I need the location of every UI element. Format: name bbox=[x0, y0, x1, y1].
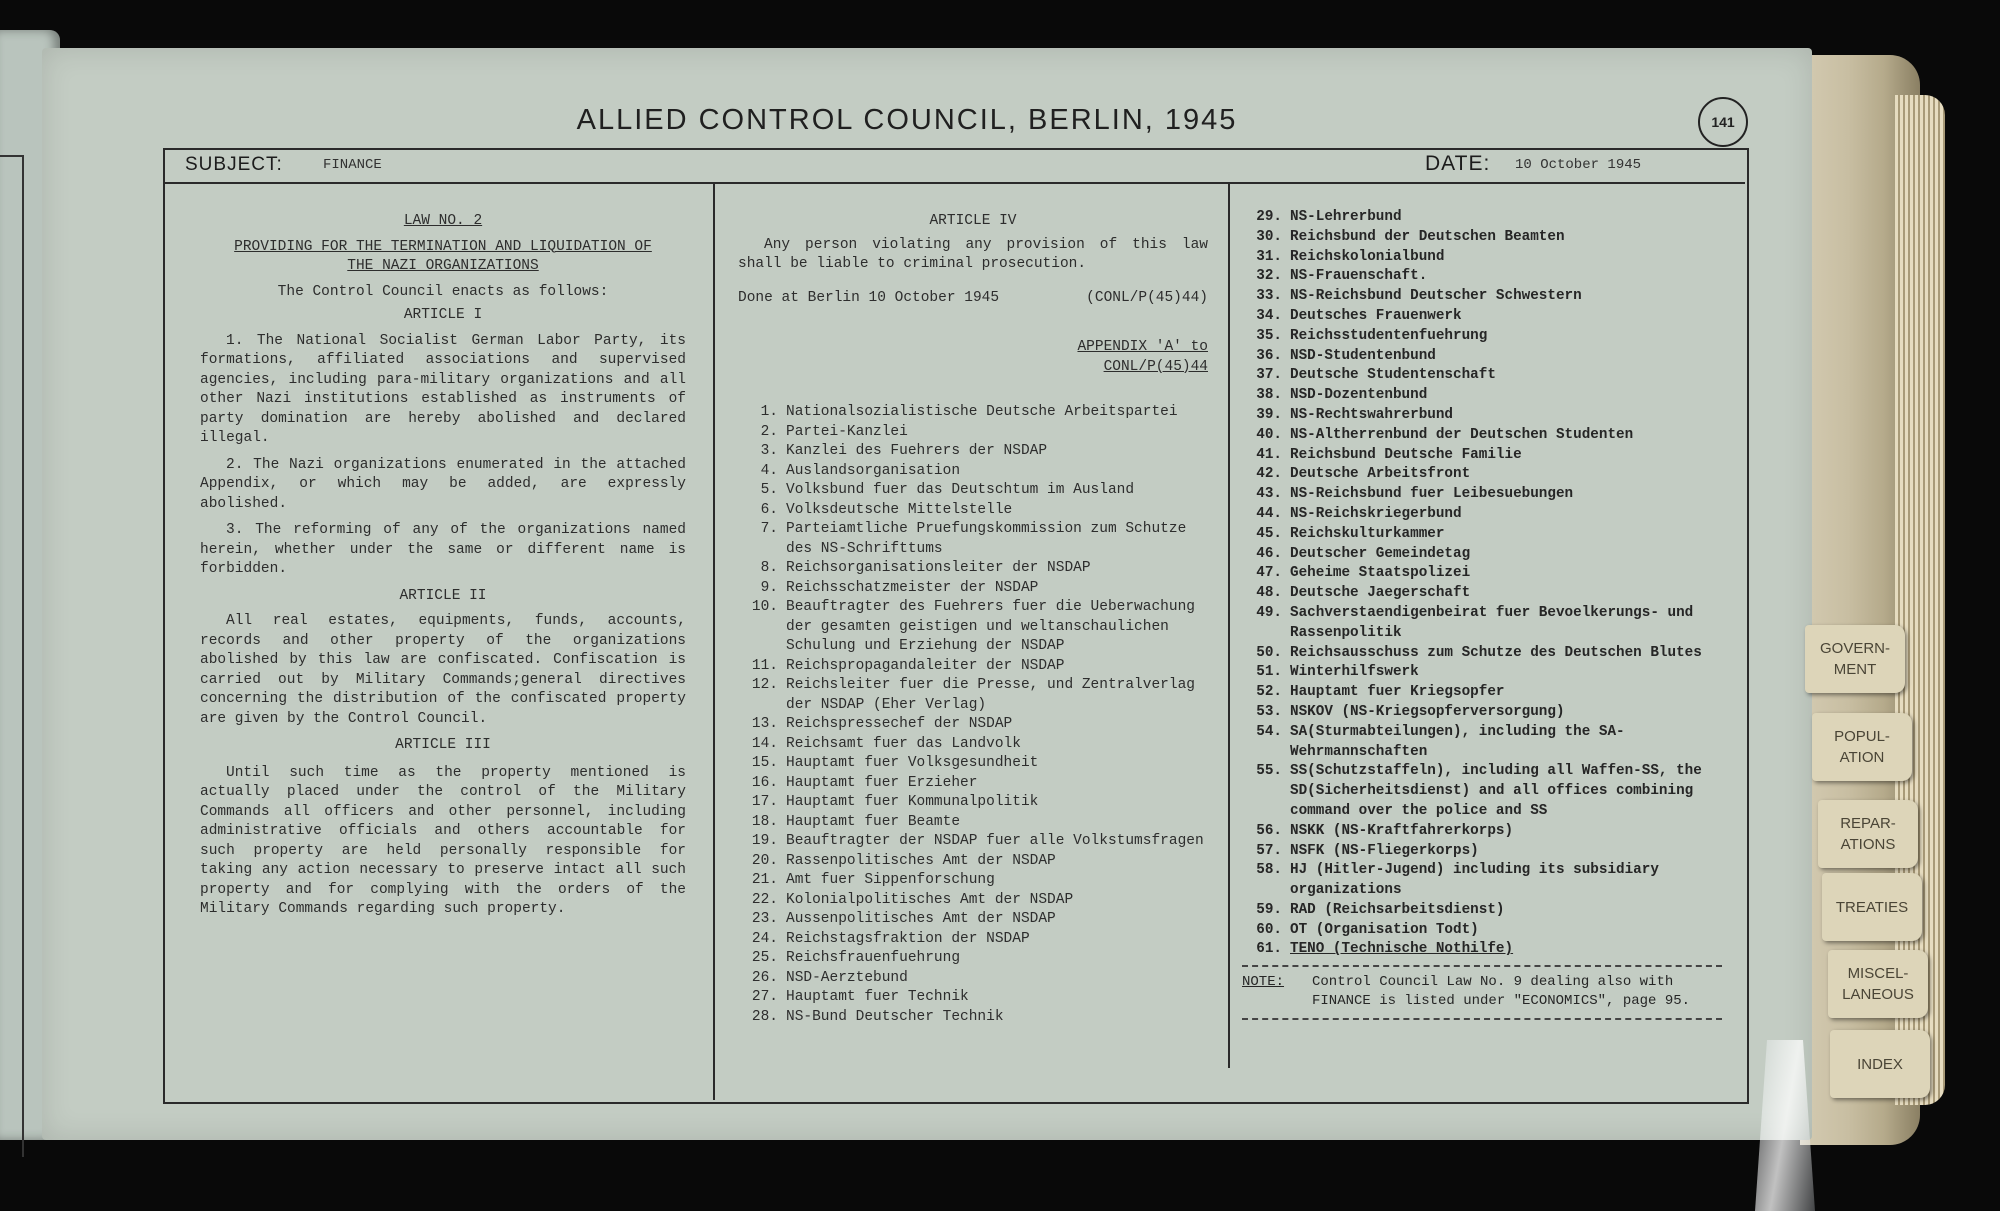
list-item: 50. Reichsausschuss zum Schutze des Deutschen Blutes bbox=[1256, 644, 1702, 661]
list-item: 59. RAD (Reichsarbeitsdienst) bbox=[1256, 901, 1505, 918]
list-item: 60. OT (Organisation Todt) bbox=[1256, 921, 1479, 938]
page-title: ALLIED CONTROL COUNCIL, BERLIN, 1945 bbox=[576, 104, 1238, 136]
list-item: 42. Deutsche Arbeitsfront bbox=[1256, 466, 1471, 483]
list-item: 16. Hauptamt fuer Erzieher bbox=[751, 774, 978, 791]
list-item: 46. Deutscher Gemeindetag bbox=[1256, 545, 1471, 562]
list-item: 45. Reichskulturkammer bbox=[1256, 525, 1445, 542]
law-title-line-2: THE NAZI ORGANIZATIONS bbox=[347, 258, 539, 274]
list-item: 27. Hauptamt fuer Technik bbox=[751, 989, 969, 1005]
list-item: 36. NSD-Studentenbund bbox=[1256, 347, 1436, 364]
done-at-text: Done at Berlin 10 October 1945 bbox=[738, 289, 1000, 306]
page-number-badge: 141 bbox=[1698, 97, 1748, 147]
list-item: 28. NS-Bund Deutscher Technik bbox=[751, 1008, 1004, 1025]
list-item: 51. Winterhilfswerk bbox=[1256, 664, 1419, 681]
list-item: 17. Hauptamt fuer Kommunalpolitik bbox=[751, 794, 1039, 810]
appendix-heading-line-1: APPENDIX 'A' to bbox=[1077, 339, 1208, 355]
appendix-heading bbox=[738, 338, 1208, 377]
list-item: 14. Reichsamt fuer das Landvolk bbox=[751, 735, 1021, 752]
cross-reference-note bbox=[1242, 973, 1722, 1011]
column-divider-2 bbox=[1228, 182, 1230, 1068]
list-item: 11. Reichspropagandaleiter der NSDAP bbox=[751, 657, 1065, 674]
dashed-separator-bottom bbox=[1242, 1017, 1722, 1020]
article-3-heading: ARTICLE III bbox=[395, 737, 491, 753]
list-item: 49. Sachverstaendigenbeirat fuer Bevoelkerungs- und Rassenpolitik bbox=[1256, 604, 1694, 641]
list-item: 37. Deutsche Studentenschaft bbox=[1256, 367, 1496, 384]
article-3-paragraph: Until such time as the property mentioned is actually placed under the control of the Military Commands all officers and other personnel, including administrative officials and others accountable for such property are held personally responsible for taking any action necessary to preserve intact all such property and for complying with the orders of the Military Commands regarding such property. bbox=[200, 764, 686, 917]
list-item: 8. Reichsorganisationsleiter der NSDAP bbox=[760, 560, 1091, 576]
list-item: 29. NS-Lehrerbund bbox=[1256, 209, 1402, 225]
column-law-text bbox=[200, 212, 686, 927]
list-item: 24. Reichstagsfraktion der NSDAP bbox=[751, 930, 1030, 947]
list-item: 20. Rassenpolitisches Amt der NSDAP bbox=[751, 852, 1056, 869]
list-item: 21. Amt fuer Sippenforschung bbox=[751, 872, 995, 888]
list-item: 3. Kanzlei des Fuehrers der NSDAP bbox=[760, 443, 1048, 459]
law-intro: The Control Council enacts as follows: bbox=[277, 283, 609, 300]
tab-miscellaneous[interactable]: MISCEL- LANEOUS bbox=[1828, 950, 1928, 1018]
list-item: 18. Hauptamt fuer Beamte bbox=[751, 813, 961, 830]
list-item: 5. Volksbund fuer das Deutschtum im Ausland bbox=[760, 482, 1135, 498]
article-1-heading: ARTICLE I bbox=[403, 307, 483, 323]
article-2-heading: ARTICLE II bbox=[399, 587, 487, 604]
list-item: 7. Parteiamtliche Pruefungskommission zum Schutze des NS-Schrifttums bbox=[760, 521, 1187, 557]
list-item: 48. Deutsche Jaegerschaft bbox=[1256, 585, 1471, 602]
list-item: 10. Beauftragter des Fuehrers fuer die Ueberwachung der gesamten geistigen und weltanschaulichen Schulung und Erziehung der NSDAP bbox=[751, 599, 1195, 654]
date-label: DATE: bbox=[1425, 152, 1491, 175]
list-item: 23. Aussenpolitisches Amt der NSDAP bbox=[751, 911, 1056, 927]
left-page-frame bbox=[0, 155, 24, 1157]
list-item: 30. Reichsbund der Deutschen Beamten bbox=[1256, 228, 1565, 245]
list-item: 38. NSD-Dozentenbund bbox=[1256, 387, 1428, 404]
article-1-paragraph-3: 3. The reforming of any of the organizations named herein, whether under the same or different name is forbidden. bbox=[200, 522, 686, 577]
tab-reparations[interactable]: REPAR- ATIONS bbox=[1818, 800, 1918, 868]
list-item: 47. Geheime Staatspolizei bbox=[1256, 565, 1471, 582]
list-item: 4. Auslandsorganisation bbox=[760, 462, 961, 479]
list-item: 55. SS(Schutzstaffeln), including all Waffen-SS, the SD(Sicherheitsdienst) and all offices combining command over the police and SS bbox=[1256, 763, 1702, 819]
list-item: 40. NS-Altherrenbund der Deutschen Studenten bbox=[1256, 426, 1634, 443]
done-at-row bbox=[738, 289, 1208, 309]
list-item: 57. NSFK (NS-Fliegerkorps) bbox=[1256, 842, 1479, 859]
article-4-paragraph: Any person violating any provision of this law shall be liable to criminal prosecution. bbox=[738, 236, 1208, 272]
subject-value: FINANCE bbox=[323, 157, 382, 173]
article-4-heading: ARTICLE IV bbox=[929, 213, 1017, 229]
list-item: 25. Reichsfrauenfuehrung bbox=[751, 950, 961, 966]
list-item: 13. Reichspressechef der NSDAP bbox=[751, 716, 1013, 732]
subject-label: SUBJECT: bbox=[185, 154, 283, 175]
organization-list-29-61 bbox=[1242, 208, 1722, 960]
list-item: 61. TENO (Technische Nothilfe) bbox=[1256, 941, 1514, 958]
list-item: 41. Reichsbund Deutsche Familie bbox=[1256, 446, 1522, 463]
list-item: 26. NSD-Aerztebund bbox=[751, 969, 908, 986]
tab-government[interactable]: GOVERN- MENT bbox=[1805, 625, 1905, 693]
list-item: 2. Partei-Kanzlei bbox=[760, 423, 908, 440]
list-item: 6. Volksdeutsche Mittelstelle bbox=[760, 501, 1013, 518]
law-title-line-1: PROVIDING FOR THE TERMINATION AND LIQUIDATION OF bbox=[234, 238, 652, 255]
list-item: 15. Hauptamt fuer Volksgesundheit bbox=[751, 755, 1039, 771]
header-row bbox=[163, 148, 1745, 184]
list-item: 52. Hauptamt fuer Kriegsopfer bbox=[1256, 684, 1505, 701]
list-item: 1. Nationalsozialistische Deutsche Arbeitspartei bbox=[760, 404, 1178, 420]
list-item: 58. HJ (Hitler-Jugend) including its subsidiary organizations bbox=[1256, 862, 1659, 899]
dashed-separator-top bbox=[1242, 964, 1722, 967]
article-1-paragraph-1: 1. The National Socialist German Labor Party, its formations, affiliated associations and supervised agencies, including para-military organizations and all other Nazi institutions established as instruments of party domination are hereby abolished and declared illegal. bbox=[200, 332, 686, 446]
column-appendix-part-2 bbox=[1242, 208, 1722, 1026]
list-item: 44. NS-Reichskriegerbund bbox=[1256, 505, 1462, 522]
tab-population[interactable]: POPUL- ATION bbox=[1812, 713, 1912, 781]
list-item: 39. NS-Rechtswahrerbund bbox=[1256, 406, 1454, 423]
column-appendix-part-1 bbox=[738, 212, 1208, 1027]
list-item: 31. Reichskolonialbund bbox=[1256, 248, 1445, 265]
list-item: 22. Kolonialpolitisches Amt der NSDAP bbox=[751, 891, 1074, 908]
list-item: 19. Beauftragter der NSDAP fuer alle Volkstumsfragen bbox=[751, 833, 1204, 849]
appendix-heading-line-2: CONL/P(45)44 bbox=[1103, 358, 1208, 375]
list-item: 12. Reichsleiter fuer die Presse, und Zentralverlag der NSDAP (Eher Verlag) bbox=[751, 677, 1195, 713]
column-divider-1 bbox=[713, 182, 715, 1100]
date-value: 10 October 1945 bbox=[1515, 157, 1642, 173]
list-item: 9. Reichsschatzmeister der NSDAP bbox=[760, 579, 1039, 596]
tab-treaties[interactable]: TREATIES bbox=[1822, 873, 1922, 941]
list-item: 32. NS-Frauenschaft. bbox=[1256, 268, 1428, 285]
organization-list-1-28 bbox=[738, 403, 1208, 1027]
list-item: 53. NSKOV (NS-Kriegsopferversorgung) bbox=[1256, 703, 1565, 720]
list-item: 56. NSKK (NS-Kraftfahrerkorps) bbox=[1256, 822, 1514, 839]
tab-index[interactable]: INDEX bbox=[1830, 1030, 1930, 1098]
list-item: 35. Reichsstudentenfuehrung bbox=[1256, 327, 1488, 344]
list-item: 43. NS-Reichsbund fuer Leibesuebungen bbox=[1256, 486, 1574, 503]
note-label: NOTE: bbox=[1242, 974, 1285, 991]
done-at-reference: (CONL/P(45)44) bbox=[1086, 289, 1208, 306]
note-text: Control Council Law No. 9 dealing also with FINANCE is listed under "ECONOMICS", page 95. bbox=[1312, 974, 1691, 1010]
list-item: 33. NS-Reichsbund Deutscher Schwestern bbox=[1256, 288, 1582, 305]
law-number: LAW NO. 2 bbox=[403, 213, 483, 229]
list-item: 34. Deutsches Frauenwerk bbox=[1256, 307, 1462, 324]
article-1-paragraph-2: 2. The Nazi organizations enumerated in the attached Appendix, or which may be added, are expressly abolished. bbox=[200, 456, 686, 512]
article-2-paragraph: All real estates, equipments, funds, accounts, records and other property of the organizations abolished by this law are confiscated. Confiscation is carried out by Military Commands;general directives concerning the distribution of the confiscated property are given by the Control Council. bbox=[200, 613, 686, 727]
list-item: 54. SA(Sturmabteilungen), including the SA-Wehrmannschaften bbox=[1256, 723, 1625, 760]
